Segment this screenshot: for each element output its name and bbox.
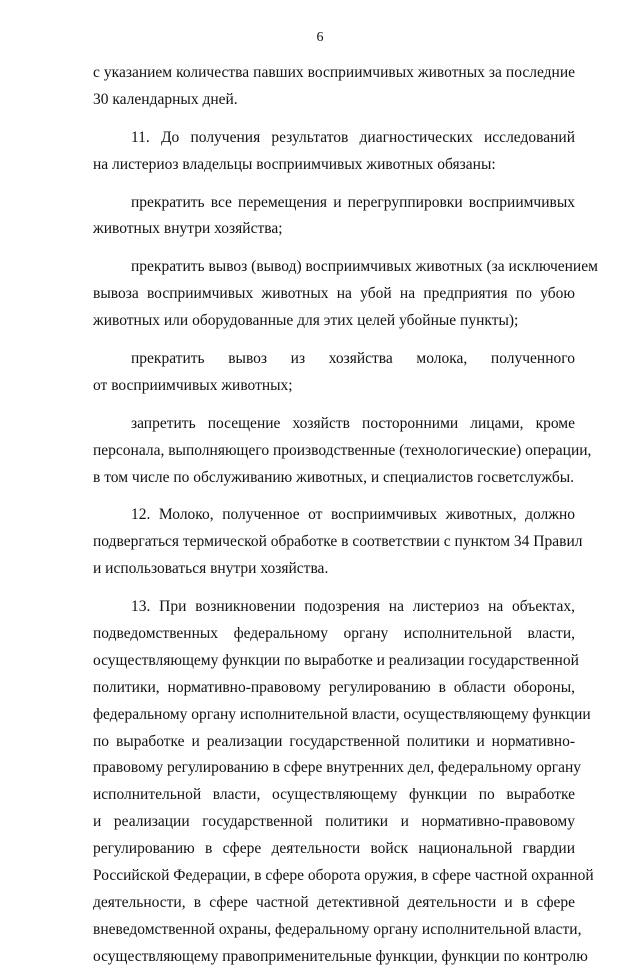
text-line: от восприимчивых животных; <box>93 376 293 394</box>
text-line: осуществляющему функции по выработке и реализации государственной <box>93 651 579 669</box>
text-line: политики, нормативно-правовому регулированию в области обороны, <box>93 678 575 696</box>
text-line: прекратить вывоз (вывод) восприимчивых животных (за исключением <box>131 258 598 276</box>
text-line: исполнительной власти, осуществляющему функции по выработке <box>93 786 575 804</box>
text-line: персонала, выполняющего производственные (технологические) операции, <box>93 441 592 459</box>
text-line: с указанием количества павших восприимчивых животных за последние <box>93 64 575 81</box>
text-line: федеральному органу исполнительной власти, осуществляющему функции <box>93 705 591 723</box>
page-number: 6 <box>316 30 324 45</box>
text-line: 13. При возникновении подозрения на листериоз на объектах, <box>131 598 575 616</box>
text-line: запретить посещение хозяйств посторонними лицами, кроме <box>131 414 575 432</box>
text-line: подведомственных федеральному органу исполнительной власти, <box>93 625 575 643</box>
text-line: осуществляющему правоприменительные функции, функции по контролю <box>93 947 588 965</box>
text-line: регулированию в сфере деятельности войск национальной гвардии <box>93 840 575 858</box>
text-line: и реализации государственной политики и нормативно-правовому <box>93 813 575 831</box>
text-line: прекратить все перемещения и перегруппировки восприимчивых <box>131 193 575 211</box>
text-line: вывоза восприимчивых животных на убой на предприятия по убою <box>93 285 575 303</box>
text-line: животных внутри хозяйства; <box>93 220 283 238</box>
text-line: животных или оборудованные для этих целей убойные пункты); <box>93 312 519 330</box>
text-line: 11. До получения результатов диагностических исследований <box>131 128 575 146</box>
document-body <box>93 60 598 971</box>
text-line: на листериоз владельцы восприимчивых животных обязаны: <box>93 155 496 173</box>
text-line: подвергаться термической обработке в соответствии с пунктом 34 Правил <box>93 533 583 551</box>
text-line: Российской Федерации, в сфере оборота оружия, в сфере частной охранной <box>93 867 594 885</box>
text-line: деятельности, в сфере частной детективной деятельности и в сфере <box>93 893 575 911</box>
text-line: и использоваться внутри хозяйства. <box>93 560 329 578</box>
text-line: в том числе по обслуживанию животных, и специалистов госветслужбы. <box>93 468 575 486</box>
text-line: вневедомственной охраны, федеральному органу исполнительной власти, <box>93 920 582 938</box>
text-line: по выработке и реализации государственной политики и нормативно- <box>93 732 575 750</box>
text-line: прекратить вывоз из хозяйства молока, полученного <box>131 350 575 368</box>
text-line: 30 календарных дней. <box>93 90 238 108</box>
text-line: правовому регулированию в сфере внутренних дел, федеральному органу <box>93 759 582 777</box>
text-line: 12. Молоко, полученное от восприимчивых животных, должно <box>131 506 575 524</box>
